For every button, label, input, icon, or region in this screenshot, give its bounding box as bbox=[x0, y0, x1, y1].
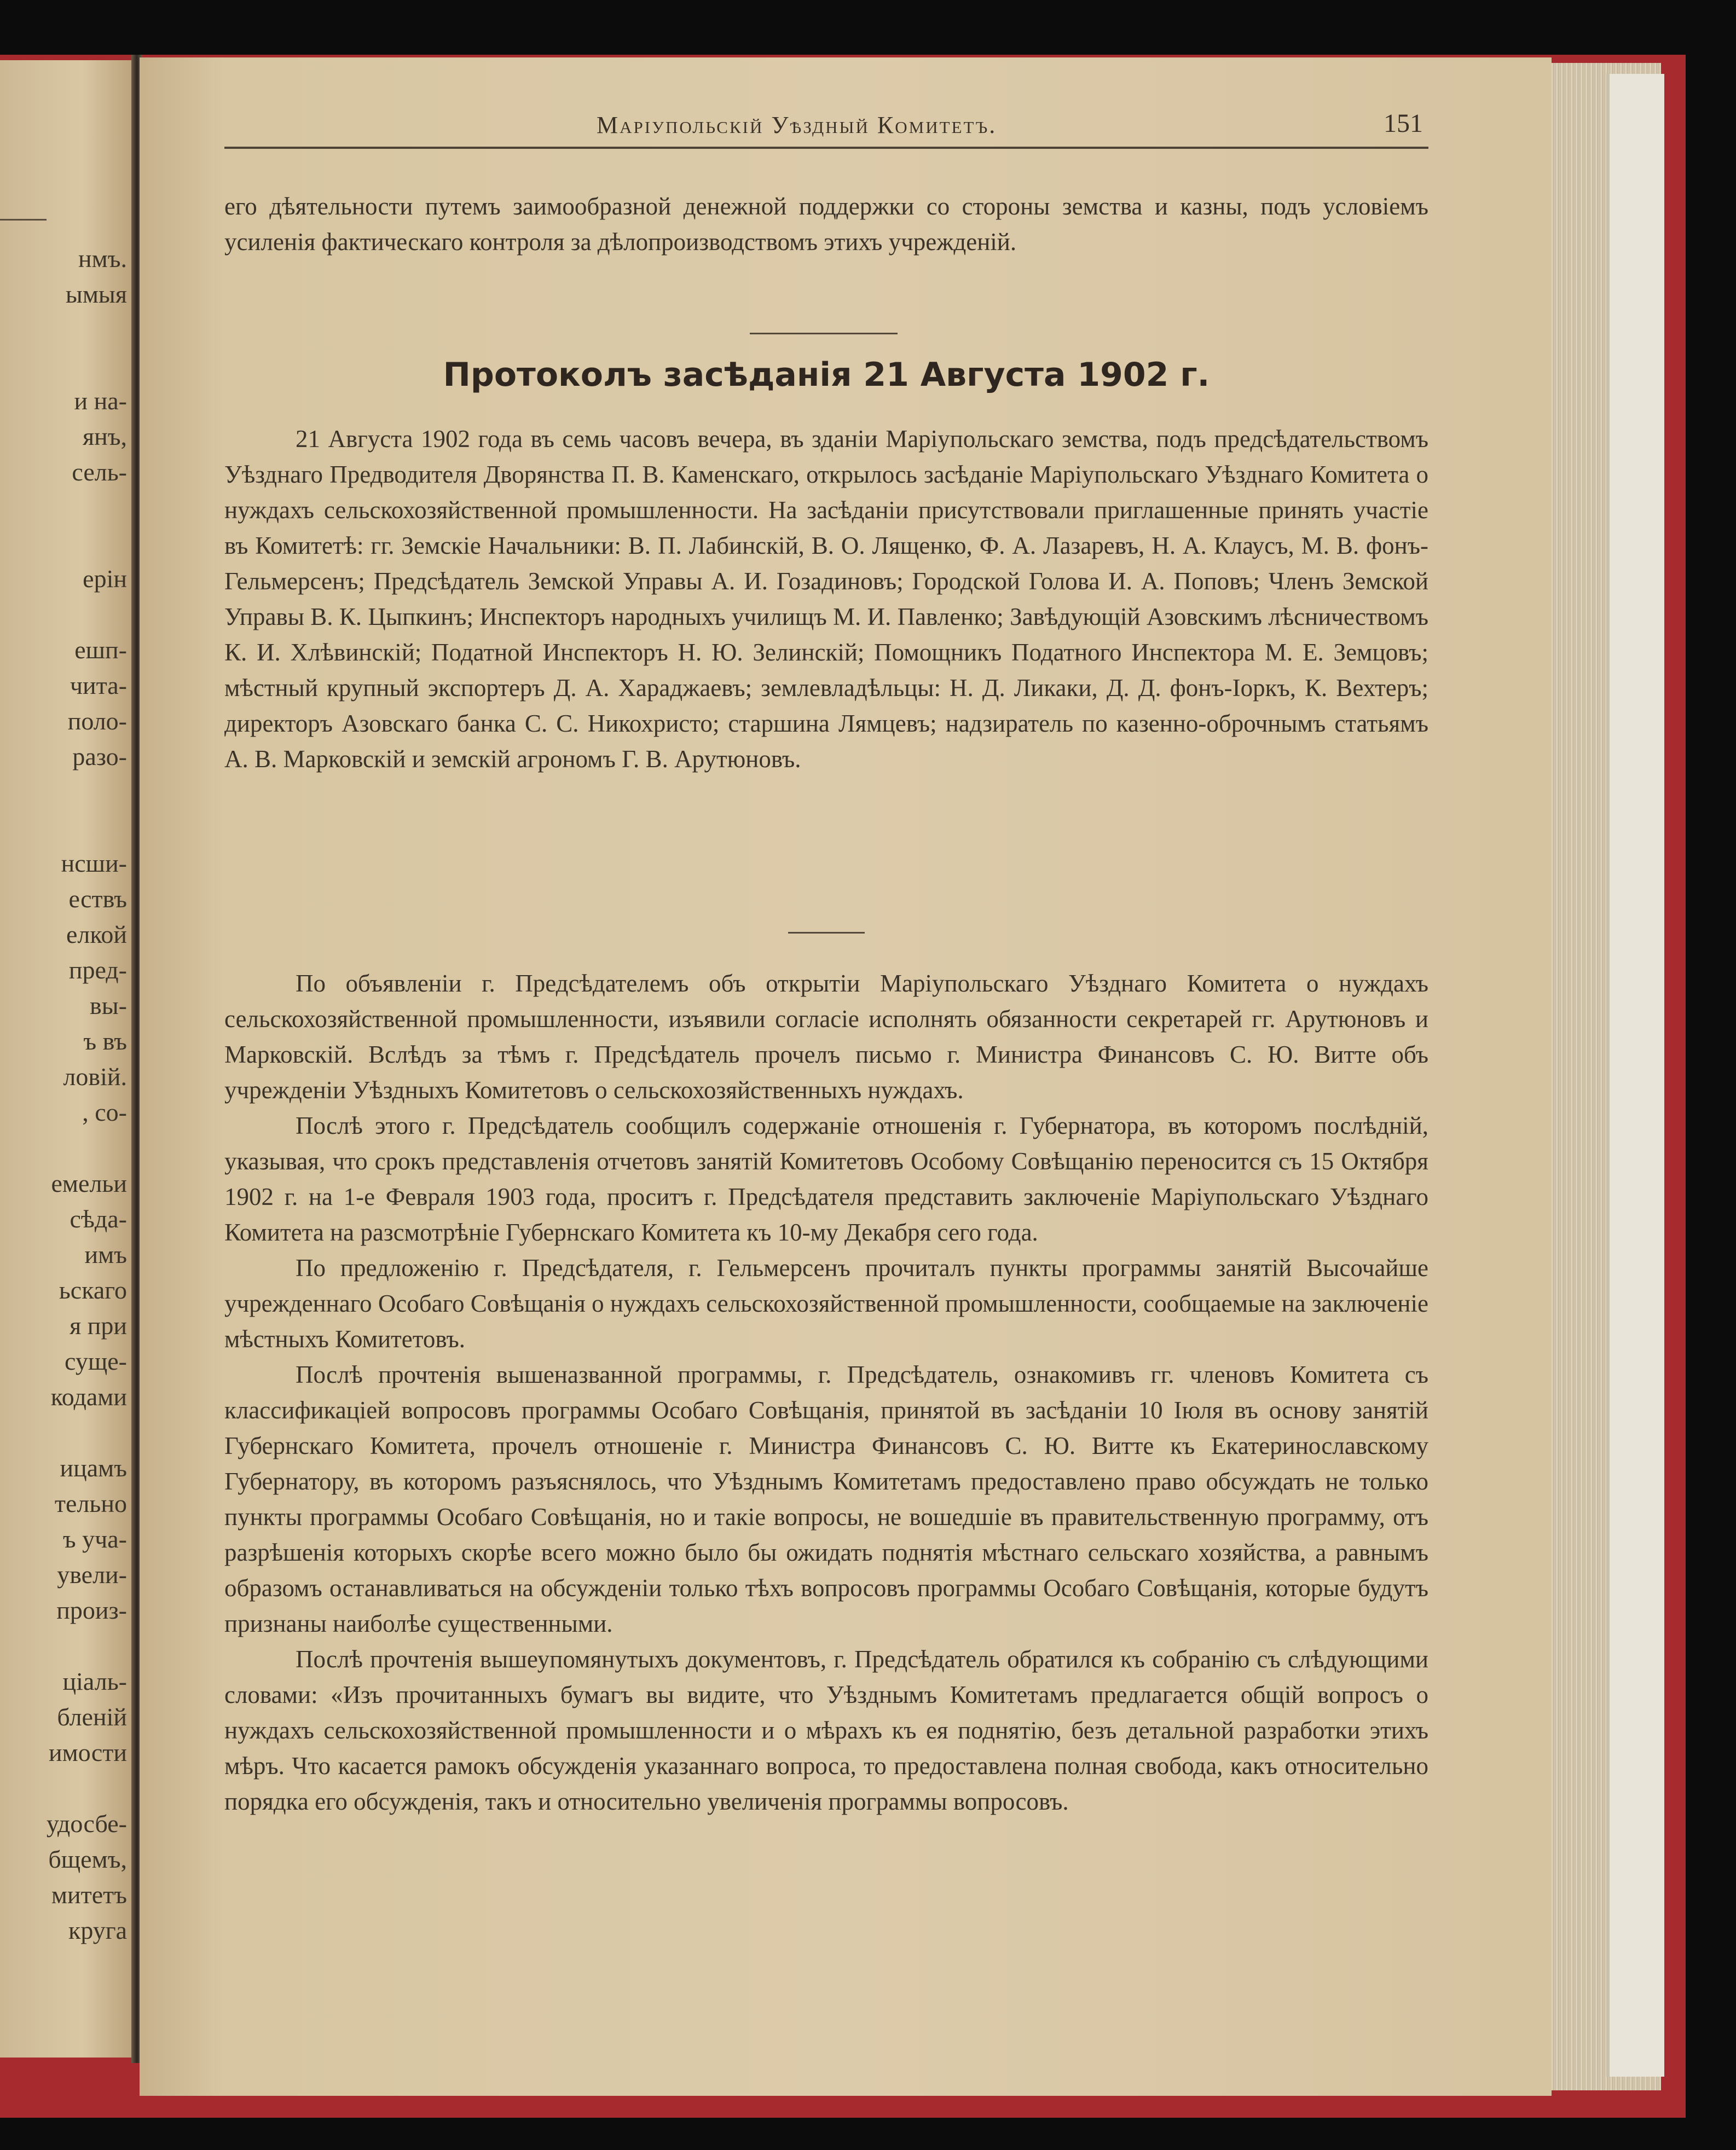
left-page-line: нмъ. bbox=[78, 245, 127, 273]
left-page-line: ерін bbox=[83, 565, 127, 593]
attendance-text bbox=[224, 421, 1428, 777]
endpaper bbox=[1606, 74, 1664, 2077]
left-page-line: ьскаго bbox=[59, 1276, 127, 1304]
left-page-line: ицамъ bbox=[60, 1454, 127, 1482]
intro-paragraph: его дѣятельности путемъ заимообразной денежной поддержки со стороны земства и казны, подъ условіемъ усиленія фактическаго контроля за дѣлопроизводствомъ этихъ учрежденій. bbox=[224, 193, 1428, 256]
attendance-paragraph: 21 Августа 1902 года въ семь часовъ вечера, въ зданіи Маріупольскаго земства, подъ предсѣдательствомъ Уѣзднаго Предводителя Дворянства П. В. Каменскаго, открылось засѣданіе Маріупольскаго Уѣзднаго Комитета о нуждахъ сельскохозяйственной промышленности. На засѣданіи присутствовали приглашенные принять участіе въ Комитетѣ: гг. Земскіе Начальники: В. П. Лабинскій, В. О. Лященко, Ф. А. Лазаревъ, Н. А. Клаусъ, М. В. фонъ-Гельмерсенъ; Предсѣдатель Земской Управы А. И. Гозадиновъ; Городской Голова И. А. Поповъ; Членъ Земской Управы В. К. Цыпкинъ; Инспекторъ народныхъ училищъ М. И. Павленко; Завѣдующій Азовскимъ лѣсничествомъ К. И. Хлѣвинскій; Податной Инспекторъ Н. Ю. Зелинскій; Помощникъ Податного Инспектора М. Е. Земцовъ; мѣстный крупный экспортеръ Д. А. Хараджаевъ; землевладѣльцы: Н. Д. Ликаки, Д. Д. фонъ-Іоркъ, К. Вехтеръ; директоръ Азовскаго банка С. С. Никохристо; старшина Лямцевъ; надзиратель по казенно-оброчнымъ статьямъ А. В. Марковскій и земскій агрономъ Г. В. Арутюновъ. bbox=[224, 425, 1428, 773]
running-title: Маріупольскій Уѣздный Комитетъ. bbox=[597, 112, 997, 138]
left-page-line bbox=[0, 1130, 131, 1166]
left-page-line: , со- bbox=[82, 1098, 127, 1126]
left-page bbox=[0, 60, 137, 2058]
left-page-line bbox=[0, 774, 131, 810]
running-header bbox=[224, 108, 1428, 149]
left-page-line: ціаль- bbox=[62, 1667, 127, 1695]
body-paragraph: По объявленіи г. Предсѣдателемъ объ открытіи Маріупольскаго Уѣзднаго Комитета о нуждахъ сельскохозяйственной промышленности, изъявили согласіе исполнять обязанности секретарей гг. Арутюновъ и Марковскій. Вслѣдъ за тѣмъ г. Предсѣдатель прочелъ письмо г. Министра Финансовъ С. Ю. Витте объ учрежденіи Уѣздныхъ Комитетовъ о сельскохозяйственныхъ нуждахъ. bbox=[224, 970, 1428, 1104]
left-page-line bbox=[0, 312, 131, 347]
left-page-line bbox=[0, 1770, 131, 1806]
left-page-line: янъ, bbox=[82, 422, 127, 450]
left-page-line bbox=[0, 525, 131, 561]
body-paragraph: По предложенію г. Предсѣдателя, г. Гельмерсенъ прочиталъ пункты программы занятій Высочайше учрежденнаго Особаго Совѣщанія о нуждахъ сельскохозяйственной промышленности, сообщаемые на заключеніе мѣстныхъ Комитетовъ. bbox=[224, 1254, 1428, 1353]
left-page-line: бщемъ, bbox=[48, 1845, 127, 1873]
left-page-line: елкой bbox=[66, 920, 127, 948]
left-page-line: ешп- bbox=[74, 636, 127, 664]
body-text bbox=[224, 966, 1428, 1819]
left-page-line: произ- bbox=[56, 1596, 127, 1624]
left-page-line: имости bbox=[48, 1738, 127, 1766]
left-page-line: нсши- bbox=[61, 849, 127, 877]
left-page-line: чита- bbox=[70, 671, 127, 699]
left-page-line bbox=[0, 1628, 131, 1664]
left-page-line: я при bbox=[70, 1312, 127, 1340]
left-page-line: пред- bbox=[68, 956, 127, 984]
section-divider-middle bbox=[788, 932, 865, 934]
left-page-line: ъ въ bbox=[83, 1027, 127, 1055]
left-page-line: и на- bbox=[74, 387, 127, 415]
left-page-line bbox=[0, 490, 131, 525]
section-divider-top bbox=[750, 333, 898, 334]
left-page-line: ъ уча- bbox=[62, 1525, 127, 1553]
left-page-line: поло- bbox=[67, 707, 127, 735]
left-page-line: ествъ bbox=[68, 885, 127, 913]
left-page-line: кодами bbox=[50, 1383, 127, 1411]
left-page-line: суще- bbox=[65, 1347, 127, 1375]
left-page-line: круга bbox=[68, 1916, 127, 1944]
intro-text bbox=[224, 189, 1428, 260]
body-paragraph: Послѣ этого г. Предсѣдатель сообщилъ содержаніе отношенія г. Губернатора, въ которомъ послѣдній, указывая, что срокъ представленія отчетовъ занятій Комитетовъ Особому Совѣщанію переносится съ 15 Октября 1902 г. на 1-е Февраля 1903 года, проситъ г. Предсѣдателя представить заключеніе Маріупольскаго Уѣзднаго Комитета на разсмотрѣніе Губернскаго Комитета къ 10-му Декабря сего года. bbox=[224, 1112, 1428, 1246]
left-page-line: сѣда- bbox=[70, 1205, 127, 1233]
left-page-line: ловій. bbox=[63, 1063, 127, 1091]
section-title: Протоколъ засѣданія 21 Августа 1902 г. bbox=[443, 356, 1210, 394]
left-page-line: вы- bbox=[90, 992, 127, 1019]
left-page-line bbox=[0, 1415, 131, 1450]
left-page-line: удосбе- bbox=[46, 1810, 127, 1838]
body-paragraph: Послѣ прочтенія вышеупомянутыхъ документовъ, г. Предсѣдатель обратился къ собранію съ слѣдующими словами: «Изъ прочитанныхъ бумагъ вы видите, что Уѣзднымъ Комитетамъ предлагается общій вопросъ о нуждахъ сельскохозяйственной промышленности и о мѣрахъ къ ея поднятію, безъ детальной разработки этихъ мѣръ. Что касается рамокъ обсужденія указаннаго вопроса, то предоставлена полная свобода, какъ относительно порядка его обсужденія, такъ и относительно увеличенія программы вопросовъ. bbox=[224, 1645, 1428, 1815]
left-page-line: митетъ bbox=[51, 1881, 127, 1909]
left-page-line: емельи bbox=[51, 1169, 127, 1197]
left-page-line bbox=[0, 810, 131, 845]
left-page-text bbox=[0, 241, 131, 1948]
left-page-line: тельно bbox=[54, 1490, 127, 1517]
left-page-line: бленій bbox=[57, 1703, 127, 1731]
page-number: 151 bbox=[1384, 109, 1423, 138]
left-page-line bbox=[0, 596, 131, 632]
left-page-line: сель- bbox=[72, 458, 127, 486]
left-page-line: увели- bbox=[57, 1561, 127, 1589]
left-page-line bbox=[0, 347, 131, 383]
left-page-line: имъ bbox=[84, 1241, 127, 1268]
left-page-line: ымыя bbox=[65, 280, 127, 308]
body-paragraph: Послѣ прочтенія вышеназванной программы, г. Предсѣдатель, ознакомивъ гг. членовъ Комитета съ классификаціей вопросовъ программы Особаго Совѣщанія, принятой въ засѣданіи 10 Іюля въ основу занятій Губернскаго Комитета, прочелъ отношеніе г. Министра Финансовъ С. Ю. Витте къ Екатеринославскому Губернатору, въ которомъ разъяснялось, что Уѣзднымъ Комитетамъ предоставлено право обсуждать не только пункты программы Особаго Совѣщанія, но и такіе вопросы, не вошедшіе въ правительственную программу, отъ разрѣшенія которыхъ скорѣе всего можно было бы ожидать поднятія мѣстнаго сельскаго хозяйства, а равнымъ образомъ останавливаться на обсужденіи только тѣхъ вопросовъ программы Особаго Совѣщанія, которые будутъ признаны наиболѣе существенными. bbox=[224, 1361, 1428, 1637]
left-page-line: разо- bbox=[72, 743, 127, 770]
left-page-rule bbox=[0, 219, 47, 221]
